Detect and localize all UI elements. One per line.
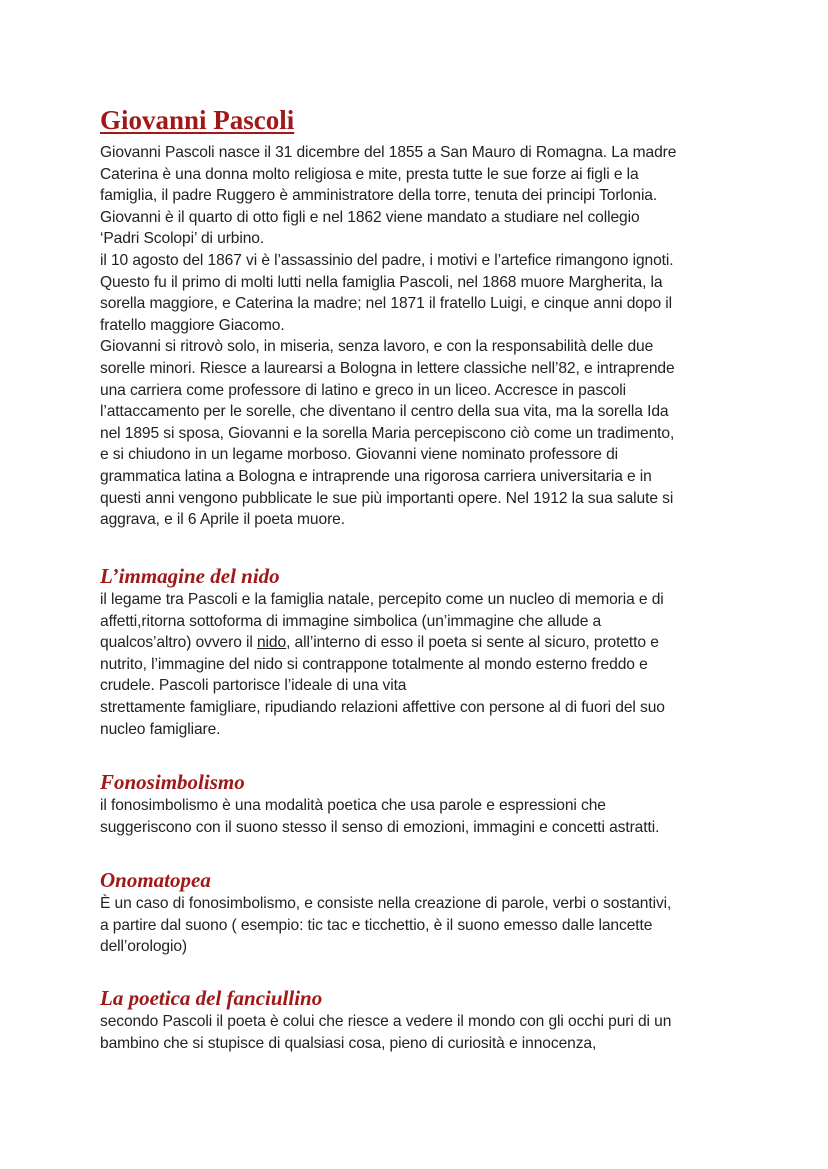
text-line: suggeriscono con il suono stesso il senso di emozioni, immagini e concetti astratti. <box>100 818 660 836</box>
text-line: bambino che si stupisce di qualsiasi cosa, pieno di curiosità e innocenza, <box>100 1034 597 1052</box>
text-line <box>100 632 740 654</box>
text-line: il 10 agosto del 1867 vi è l’assassinio del padre, i motivi e l’artefice rimangono ignoti. <box>100 251 674 269</box>
text-line: dell’orologio) <box>100 938 188 956</box>
text-line: Giovanni è il quarto di otto figli e nel 1862 viene mandato a studiare nel collegio <box>100 208 640 226</box>
text-line: nel 1895 si sposa, Giovanni e la sorella Maria percepiscono ciò come un tradimento, <box>100 424 675 442</box>
document-title-block <box>100 103 740 137</box>
text-line: una carriera come professore di latino e greco in un liceo. Accresce in pascoli <box>100 381 627 399</box>
text-line: crudele. Pascoli partorisce l’ideale di una vita <box>100 677 407 695</box>
text-line: nucleo famigliare. <box>100 720 221 738</box>
text-line: famiglia, il padre Ruggero è amministratore della torre, tenuta dei principi Torlonia. <box>100 187 658 205</box>
text-line: ‘Padri Scolopi’ di urbino. <box>100 230 265 248</box>
text-line: secondo Pascoli il poeta è colui che riesce a vedere il mondo con gli occhi puri di un <box>100 1013 672 1030</box>
text-line: È un caso di fonosimbolismo, e consiste nella creazione di parole, verbi o sostantivi, <box>100 895 672 912</box>
text-line: questi anni vengono pubblicate le sue più importanti opere. Nel 1912 la sua salute si <box>100 489 674 507</box>
text-span: , all’interno di esso il poeta si sente al sicuro, protetto e <box>286 634 659 652</box>
text-line: il fonosimbolismo è una modalità poetica che usa parole e espressioni che <box>100 797 606 814</box>
text-line: fratello maggiore Giacomo. <box>100 316 285 334</box>
intro-paragraph <box>100 142 740 531</box>
text-line: Giovanni Pascoli nasce il 31 dicembre del 1855 a San Mauro di Romagna. La madre <box>100 144 677 161</box>
underlined-word: nido <box>256 634 287 652</box>
text-line: Questo fu il primo di molti lutti nella famiglia Pascoli, nel 1868 muore Margherita, la <box>100 273 663 291</box>
text-line: sorelle minori. Riesce a laurearsi a Bologna in lettere classiche nell’82, e intraprende <box>100 359 675 377</box>
text-line: strettamente famigliare, ripudiando relazioni affettive con persone al di fuori del suo <box>100 698 665 716</box>
text-span: qualcos’altro) ovvero il <box>100 634 257 652</box>
text-line: a partire dal suono ( esempio: tic tac e ticchettio, è il suono emesso dalle lancette <box>100 916 653 934</box>
section-onomatopea <box>100 867 740 958</box>
text-line: affetti,ritorna sottoforma di immagine simbolica (un’immagine che allude a <box>100 612 602 630</box>
section-heading: La poetica del fanciullino <box>100 986 323 1010</box>
text-line: sorella maggiore, e Caterina la madre; nel 1871 il fratello Luigi, e cinque anni dopo il <box>100 295 672 313</box>
section-heading: L’immagine del nido <box>100 564 280 588</box>
text-line: grammatica latina a Bologna e intraprende una rigorosa carriera universitaria e in <box>100 467 652 485</box>
text-line: Caterina è una donna molto religiosa e mite, presta tutte le sue forze ai figli e la <box>100 165 639 183</box>
text-line: e si chiudono in un legame morboso. Giovanni viene nominato professore di <box>100 446 618 464</box>
text-line: l’attaccamento per le sorelle, che diventano il centro della sua vita, ma la sorella Ida <box>100 403 669 421</box>
text-line: il legame tra Pascoli e la famiglia natale, percepito come un nucleo di memoria e di <box>100 591 664 608</box>
section-fanciullino <box>100 985 740 1054</box>
section-nido <box>100 563 740 740</box>
text-line: aggrava, e il 6 Aprile il poeta muore. <box>100 511 345 529</box>
section-heading: Fonosimbolismo <box>100 770 245 794</box>
page-title: Giovanni Pascoli <box>100 105 295 135</box>
text-line: nutrito, l’immagine del nido si contrappone totalmente al mondo esterno freddo e <box>100 655 648 673</box>
section-fono <box>100 769 740 838</box>
section-heading: Onomatopea <box>100 868 211 892</box>
text-line: Giovanni si ritrovò solo, in miseria, senza lavoro, e con la responsabilità delle due <box>100 338 654 356</box>
